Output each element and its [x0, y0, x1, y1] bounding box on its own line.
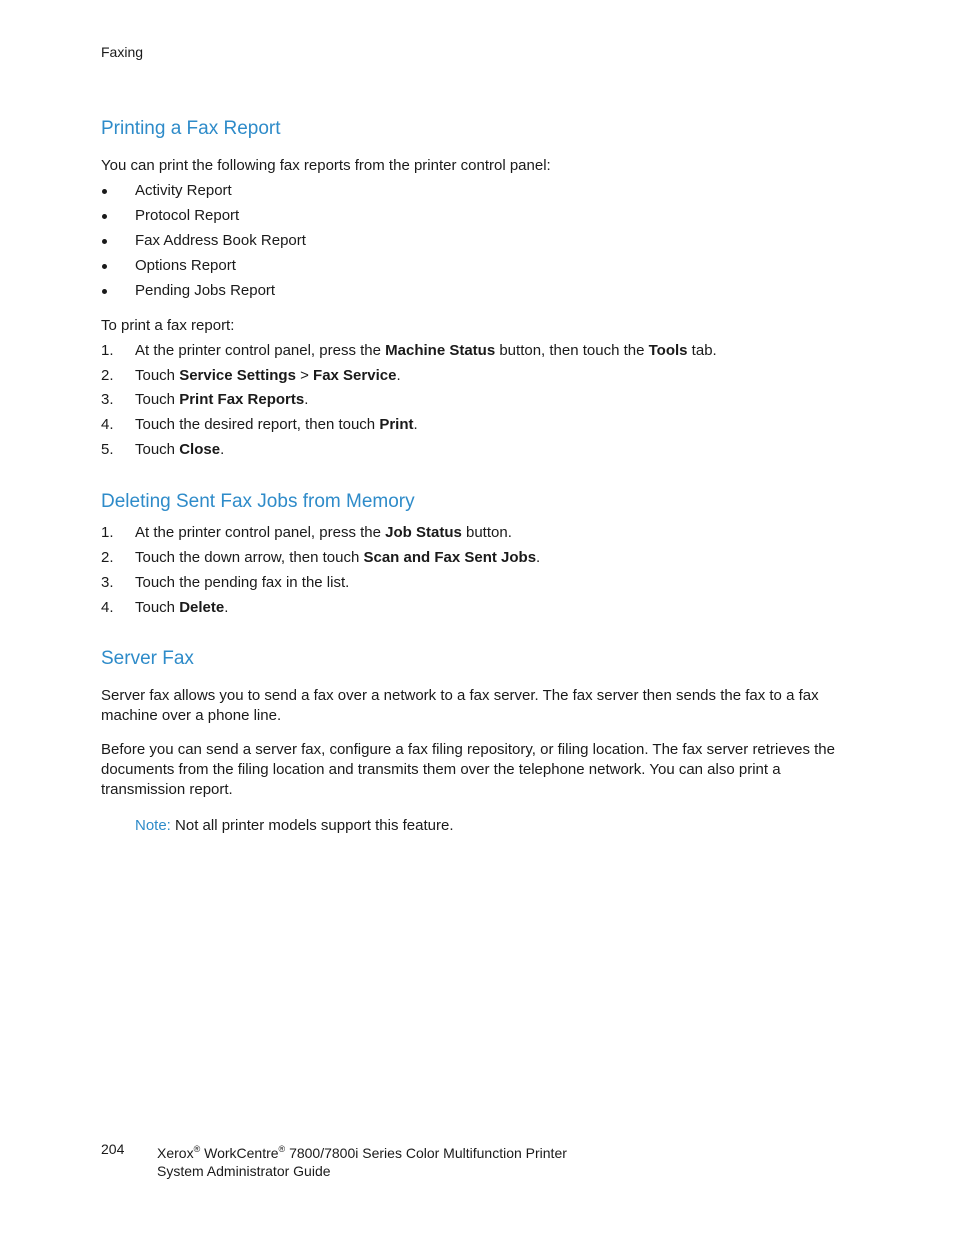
footer-product-line: Xerox® WorkCentre® 7800/7800i Series Color Multifunction Printer: [157, 1144, 567, 1161]
bullet-icon: [102, 264, 107, 269]
step-number: 3.: [101, 574, 114, 591]
step-number: 4.: [101, 599, 114, 616]
step-number: 1.: [101, 342, 114, 359]
note-label: Note:: [135, 817, 171, 834]
bullet-icon: [102, 189, 107, 194]
step-number: 5.: [101, 441, 114, 458]
step-text: Touch the down arrow, then touch Scan and Fax Sent Jobs.: [135, 549, 541, 566]
step-text: Touch the pending fax in the list.: [135, 574, 350, 591]
bullet-item: Options Report: [101, 256, 846, 276]
step-text: Touch Delete.: [135, 599, 229, 616]
step-item: [101, 548, 846, 568]
heading-printing-fax-report: Printing a Fax Report: [101, 118, 281, 139]
step-text: At the printer control panel, press the Job Status button.: [135, 524, 512, 541]
step-item: [101, 440, 846, 460]
heading-server-fax: Server Fax: [101, 648, 194, 669]
page-number: 204: [101, 1141, 125, 1157]
step-number: 2.: [101, 549, 114, 566]
heading-deleting-sent-fax-jobs: Deleting Sent Fax Jobs from Memory: [101, 491, 415, 512]
step-item: [101, 366, 846, 386]
bullet-item: Fax Address Book Report: [101, 231, 846, 251]
step-number: 4.: [101, 416, 114, 433]
server-fax-paragraph-2: Before you can send a server fax, configure a fax filing repository, or filing location. The fax server retrieves the documents from the filing location and transmits them over the telephone network. You can also print a transmission report.: [101, 741, 835, 798]
intro-paragraph: You can print the following fax reports from the printer control panel:: [101, 157, 551, 174]
bullet-item: Activity Report: [101, 181, 846, 201]
step-item: [101, 390, 846, 410]
step-number: 3.: [101, 391, 114, 408]
bullet-icon: [102, 289, 107, 294]
note-text: Not all printer models support this feature.: [170, 817, 454, 834]
bullet-item: Protocol Report: [101, 206, 846, 226]
step-item: [101, 598, 846, 618]
bullet-icon: [102, 214, 107, 219]
server-fax-paragraph-1: Server fax allows you to send a fax over a network to a fax server. The fax server then sends the fax to a fax machine over a phone line.: [101, 687, 819, 724]
footer-title: [157, 1140, 567, 1180]
step-number: 2.: [101, 367, 114, 384]
step-text: At the printer control panel, press the Machine Status button, then touch the Tools tab.: [135, 342, 717, 359]
step-text: Touch Print Fax Reports.: [135, 391, 309, 408]
footer-guide-line: System Administrator Guide: [157, 1163, 331, 1179]
step-item: [101, 341, 846, 361]
running-header: Faxing: [101, 44, 144, 60]
bullet-icon: [102, 239, 107, 244]
step-text: Touch Close.: [135, 441, 225, 458]
note: [135, 816, 454, 836]
bullet-item: Pending Jobs Report: [101, 281, 846, 301]
step-item: [101, 523, 846, 543]
step-text: Touch Service Settings > Fax Service.: [135, 367, 401, 384]
step-number: 1.: [101, 524, 114, 541]
step-text: Touch the desired report, then touch Print.: [135, 416, 418, 433]
step-item: [101, 573, 846, 593]
steps-intro: To print a fax report:: [101, 317, 235, 334]
step-item: [101, 415, 846, 435]
